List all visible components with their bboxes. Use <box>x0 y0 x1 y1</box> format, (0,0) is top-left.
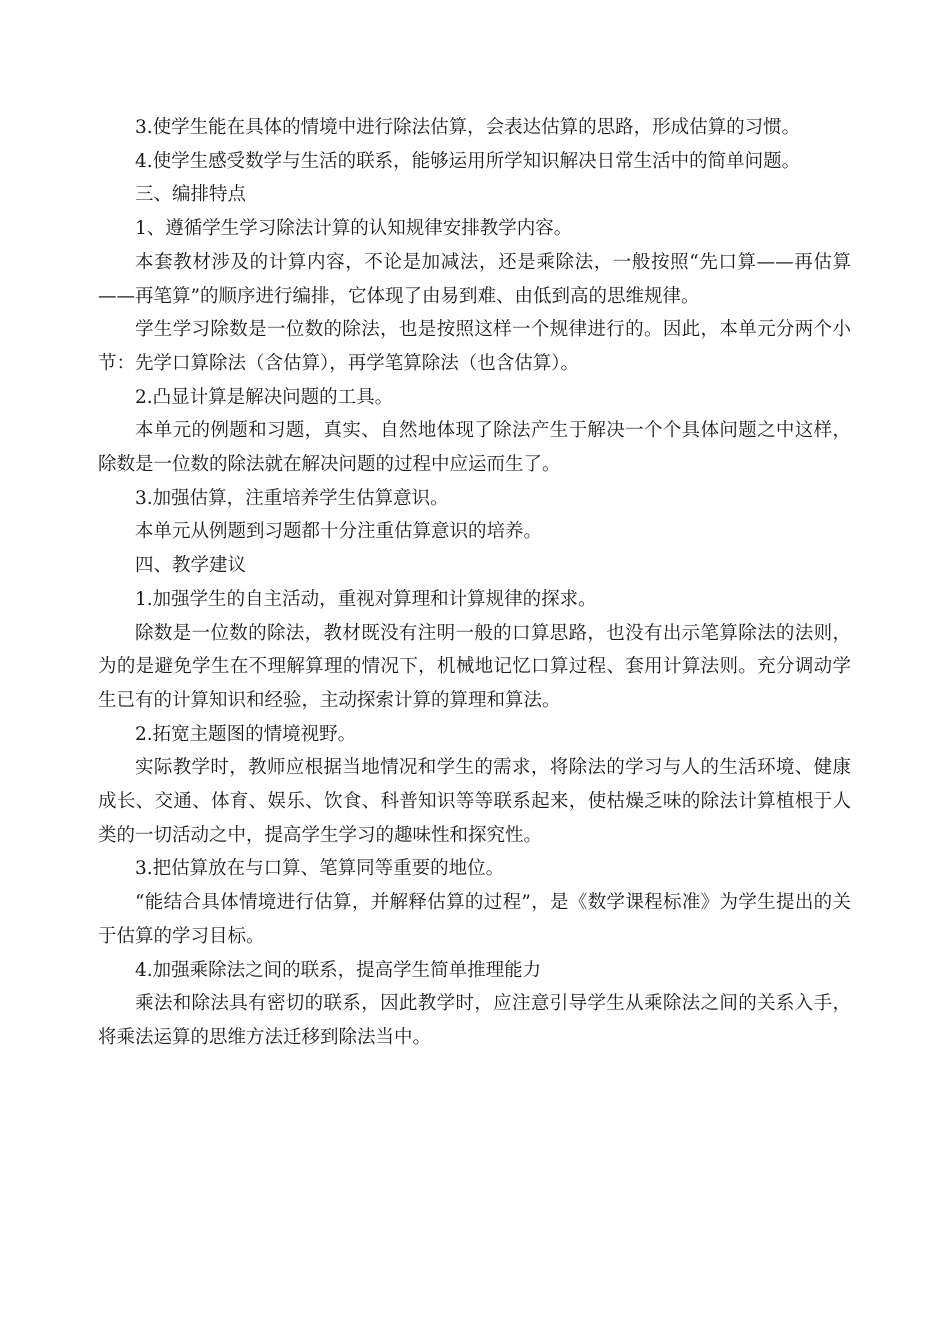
goal-3-paragraph: 3.使学生能在具体的情境中进行除法估算，会表达估算的思路，形成估算的习惯。 <box>135 117 801 138</box>
feature-2-body: 本单元的例题和习题，真实、自然地体现了除法产生于解决一个个具体问题之中这样，除数是一位数的除法就在解决问题的过程中应运而生了。 <box>98 420 851 476</box>
feature-2-heading: 2.凸显计算是解决问题的工具。 <box>135 386 394 408</box>
feature-1-heading: 1、遵循学生学习除法计算的认知规律安排教学内容。 <box>135 218 573 240</box>
section-3-heading: 三、编排特点 <box>135 184 247 206</box>
goal-4-paragraph: 4.使学生感受数学与生活的联系，能够运用所学知识解决日常生活中的简单问题。 <box>135 150 801 172</box>
feature-1-body-b: 学生学习除数是一位数的除法，也是按照这样一个规律进行的。因此，本单元分两个小节：先学口算除法（含估算），再学笔算除法（也含估算）。 <box>98 319 851 374</box>
feature-3-heading: 3.加强估算，注重培养学生估算意识。 <box>135 487 449 509</box>
suggestion-2-body: 实际教学时，教师应根据当地情况和学生的需求，将除法的学习与人的生活环境、健康成长、交通、体育、娱乐、饮食、科普知识等等联系起来，使枯燥乏味的除法计算植根于人类的一切活动之中，提高学生学习的趣味性和探究性。 <box>98 757 851 846</box>
suggestion-4-body: 乘法和除法具有密切的联系，因此教学时，应注意引导学生从乘除法之间的关系入手，将乘法运算的思维方法迁移到除法当中。 <box>98 993 851 1048</box>
suggestion-3-body: “能结合具体情境进行估算，并解释估算的过程”，是《数学课程标准》为学生提出的关于估算的学习目标。 <box>98 892 851 947</box>
feature-3-body: 本单元从例题到习题都十分注重估算意识的培养。 <box>135 521 543 543</box>
section-4-heading: 四、教学建议 <box>135 555 247 577</box>
suggestion-1-body: 除数是一位数的除法，教材既没有注明一般的口算思路，也没有出示笔算除法的法则，为的是避免学生在不理解算理的情况下，机械地记忆口算过程、套用计算法则。充分调动学生已有的计算知识和经验，主动探索计算的算理和算法。 <box>98 622 851 711</box>
suggestion-1-heading: 1.加强学生的自主活动，重视对算理和计算规律的探求。 <box>135 588 597 610</box>
suggestion-3-heading: 3.把估算放在与口算、笔算同等重要的地位。 <box>135 858 505 880</box>
suggestion-4-heading: 4.加强乘除法之间的联系，提高学生简单推理能力 <box>135 959 542 981</box>
document-page <box>98 111 851 1055</box>
feature-1-body-a: 本套教材涉及的计算内容，不论是加减法，还是乘除法，一般按照“先口算——再估算——再笔算”的顺序进行编排，它体现了由易到难、由低到高的思维规律。 <box>98 251 851 307</box>
suggestion-2-heading: 2.拓宽主题图的情境视野。 <box>135 723 357 745</box>
